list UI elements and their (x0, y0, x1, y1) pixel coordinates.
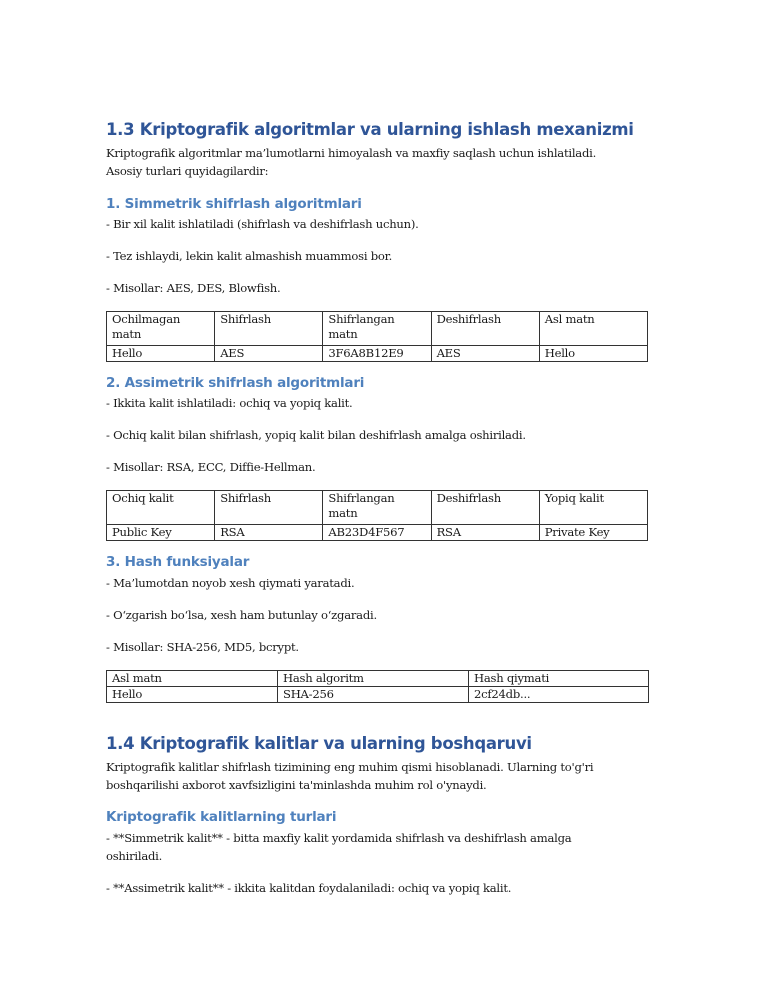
table-header-cell: Shifrlangan matn (323, 312, 431, 346)
table-cell: AB23D4F567 (323, 525, 431, 541)
bullet-item: - Ma’lumotdan noyob xesh qiymati yaratadi. (106, 576, 355, 590)
table-header-cell: Deshifrlash (431, 491, 539, 525)
bullet-item: - Misollar: SHA-256, MD5, bcrypt. (106, 640, 299, 654)
symmetric-table (106, 311, 648, 362)
table-cell: Hello (107, 346, 215, 362)
asymmetric-table (106, 490, 648, 541)
subheading-key-types: Kriptografik kalitlarning turlari (106, 809, 337, 825)
table-cell: 2cf24db... (469, 687, 649, 703)
table-header-cell: Ochilmagan matn (107, 312, 215, 346)
section-heading-1-3: 1.3 Kriptografik algoritmlar va ularning ishlash mexanizmi (106, 120, 634, 139)
table-cell: RSA (215, 525, 323, 541)
subheading-symmetric: 1. Simmetrik shifrlash algoritmlari (106, 196, 362, 212)
table-row (107, 525, 648, 541)
table-cell: RSA (431, 525, 539, 541)
bullet-item: - **Simmetrik kalit** - bitta maxfiy kalit yordamida shifrlash va deshifrlash amalga (106, 831, 572, 845)
bullet-item: - Misollar: RSA, ECC, Diffie-Hellman. (106, 460, 316, 474)
table-cell: 3F6A8B12E9 (323, 346, 431, 362)
table-header-cell: Shifrlash (215, 491, 323, 525)
table-header-row (107, 671, 649, 687)
table-row (107, 346, 648, 362)
subheading-asymmetric: 2. Assimetrik shifrlash algoritmlari (106, 375, 365, 391)
table-header-cell: Hash algoritm (278, 671, 469, 687)
section-intro-line: Kriptografik algoritmlar ma’lumotlarni himoyalash va maxfiy saqlash uchun ishlatiladi. (106, 146, 597, 160)
table-cell: AES (215, 346, 323, 362)
bullet-item: - Bir xil kalit ishlatiladi (shifrlash va deshifrlash uchun). (106, 217, 419, 231)
table-cell: SHA-256 (278, 687, 469, 703)
bullet-item: - Misollar: AES, DES, Blowfish. (106, 281, 281, 295)
table-cell: Hello (539, 346, 647, 362)
table-header-cell: Hash qiymati (469, 671, 649, 687)
section-intro-line: Asosiy turlari quyidagilardir: (106, 164, 269, 178)
table-header-row (107, 312, 648, 346)
bullet-item: - O‘zgarish bo‘lsa, xesh ham butunlay o‘zgaradi. (106, 608, 377, 622)
hash-table (106, 670, 649, 703)
section-heading-1-4: 1.4 Kriptografik kalitlar va ularning boshqaruvi (106, 734, 532, 753)
table-header-row (107, 491, 648, 525)
table-header-cell: Asl matn (107, 671, 278, 687)
bullet-item: - Ikkita kalit ishlatiladi: ochiq va yopiq kalit. (106, 396, 353, 410)
table-header-cell: Shifrlash (215, 312, 323, 346)
bullet-item: - Ochiq kalit bilan shifrlash, yopiq kalit bilan deshifrlash amalga oshiriladi. (106, 428, 526, 442)
table-header-cell: Deshifrlash (431, 312, 539, 346)
table-header-cell: Asl matn (539, 312, 647, 346)
table-cell: Private Key (539, 525, 647, 541)
bullet-item-continuation: oshiriladi. (106, 849, 163, 863)
bullet-item: - **Assimetrik kalit** - ikkita kalitdan foydalaniladi: ochiq va yopiq kalit. (106, 881, 512, 895)
table-cell: Public Key (107, 525, 215, 541)
table-cell: AES (431, 346, 539, 362)
table-row (107, 687, 649, 703)
section-intro-line: boshqarilishi axborot xavfsizligini ta'minlashda muhim rol o'ynaydi. (106, 778, 487, 792)
bullet-item: - Tez ishlaydi, lekin kalit almashish muammosi bor. (106, 249, 393, 263)
table-header-cell: Ochiq kalit (107, 491, 215, 525)
subheading-hash: 3. Hash funksiyalar (106, 554, 250, 570)
table-header-cell: Shifrlangan matn (323, 491, 431, 525)
section-intro-line: Kriptografik kalitlar shifrlash tizimining eng muhim qismi hisoblanadi. Ularning to'g'ri (106, 760, 594, 774)
table-cell: Hello (107, 687, 278, 703)
table-header-cell: Yopiq kalit (539, 491, 647, 525)
